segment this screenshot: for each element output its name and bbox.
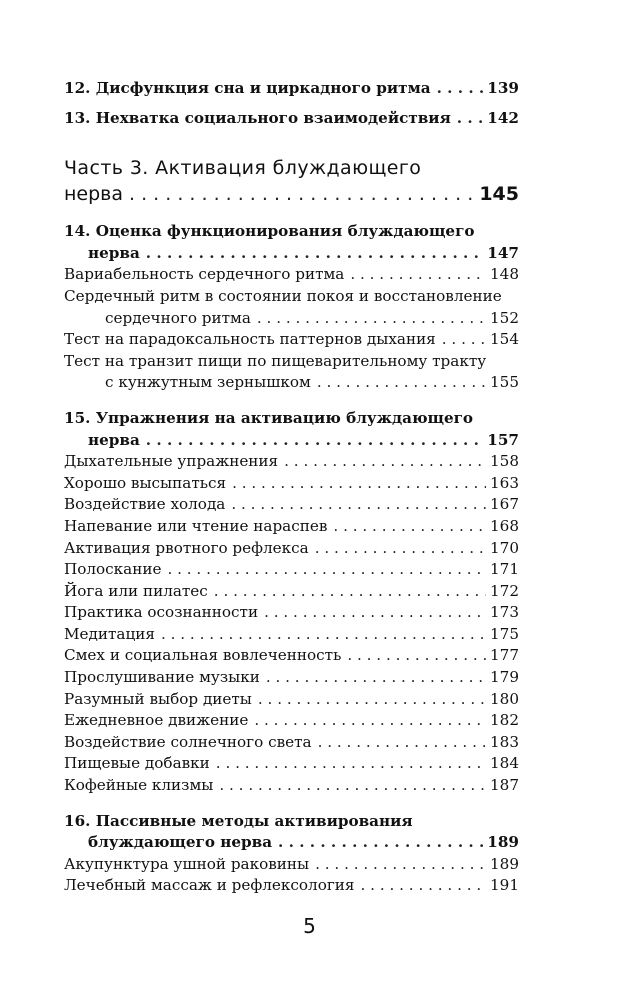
part-title: Часть 3. Активация блуждающего — [64, 157, 422, 180]
dot-leader — [361, 875, 486, 897]
chapter-title: 13. Нехватка социального взаимодействия — [64, 108, 451, 127]
dot-leader — [442, 329, 486, 351]
toc-chapter-14 — [64, 221, 519, 394]
toc-chapter-16 — [64, 811, 519, 897]
page-number: 157 — [487, 430, 519, 449]
entry-title: Прослушивание музыки — [64, 668, 260, 687]
page-number: 167 — [490, 495, 519, 514]
toc-entry — [64, 667, 519, 689]
toc-entry — [64, 602, 519, 624]
part-title-continued: нерва — [64, 183, 124, 206]
dot-leader — [146, 430, 484, 452]
dot-leader — [216, 753, 486, 775]
toc-entry — [64, 494, 519, 516]
dot-leader — [284, 451, 486, 473]
entry-title: Сердечный ритм в состоянии покоя и восстановление — [64, 286, 502, 305]
toc-entry — [64, 329, 519, 351]
toc-entry — [64, 351, 519, 394]
dot-leader — [264, 602, 486, 624]
dot-leader — [333, 516, 486, 538]
entry-title: Тест на транзит пищи по пищеварительному тракту — [64, 351, 487, 370]
dot-leader — [315, 538, 486, 560]
chapter-title-continued: нерва — [88, 430, 140, 449]
page-number: 154 — [490, 330, 519, 349]
dot-leader — [437, 78, 484, 100]
toc-entry — [64, 516, 519, 538]
toc-entry — [64, 286, 519, 329]
toc-entry — [64, 775, 519, 797]
entry-title: Вариабельность сердечного ритма — [64, 265, 345, 284]
entry-title: Хорошо высыпаться — [64, 473, 227, 492]
dot-leader — [214, 581, 486, 603]
page-number: 152 — [490, 308, 519, 327]
page-number: 171 — [490, 560, 519, 579]
entry-title: Напевание или чтение нараспев — [64, 516, 328, 535]
entry-title: Активация рвотного рефлекса — [64, 538, 309, 557]
page-number: 142 — [487, 108, 519, 127]
dot-leader — [167, 559, 486, 581]
page-number: 147 — [487, 243, 519, 262]
dot-leader — [278, 832, 483, 854]
entry-title: Ежедневное движение — [64, 711, 249, 730]
entry-title: Кофейные клизмы — [64, 776, 214, 795]
chapter-title: 14. Оценка функционирования блуждающего — [64, 222, 475, 241]
page-number: 163 — [490, 473, 519, 492]
page-number: 173 — [490, 603, 519, 622]
dot-leader — [258, 689, 486, 711]
toc-chapter-15 — [64, 408, 519, 797]
page-number: 175 — [490, 624, 519, 643]
entry-title: Пищевые добавки — [64, 754, 210, 773]
dot-leader — [317, 372, 486, 394]
page-number: 191 — [490, 876, 519, 895]
entry-title: Лечебный массаж и рефлексология — [64, 876, 355, 895]
dot-leader — [350, 264, 486, 286]
dot-leader — [257, 308, 486, 330]
dot-leader — [231, 494, 486, 516]
entry-title-continued: с кунжутным зернышком — [105, 373, 311, 392]
toc-entry — [64, 624, 519, 646]
entry-title: Йога или пилатес — [64, 581, 208, 600]
chapter-title: 16. Пассивные методы активирования — [64, 811, 413, 830]
page-number: 155 — [490, 373, 519, 392]
entry-title: Смех и социальная вовлеченность — [64, 646, 342, 665]
dot-leader — [318, 732, 486, 754]
dot-leader — [146, 243, 484, 265]
page-number: 139 — [487, 79, 519, 97]
toc-entry — [64, 559, 519, 581]
page-number: 189 — [490, 854, 519, 873]
toc-entry — [64, 854, 519, 876]
toc-entry — [64, 875, 519, 897]
toc-entry — [64, 732, 519, 754]
page-number: 184 — [490, 754, 519, 773]
chapter-title-continued: блуждающего нерва — [88, 833, 273, 852]
chapter-title: 12. Дисфункция сна и циркадного ритма — [64, 79, 431, 97]
toc-entry — [64, 451, 519, 473]
chapter-title: 15. Упражнения на активацию блуждающего — [64, 408, 474, 427]
page-number: 170 — [490, 538, 519, 557]
toc-entry — [64, 538, 519, 560]
dot-leader — [347, 645, 486, 667]
page-number: 189 — [487, 833, 519, 852]
toc-part-3 — [64, 155, 519, 207]
page-number: 179 — [490, 668, 519, 687]
entry-title: Воздействие холода — [64, 495, 226, 514]
toc-chapter-12 — [64, 78, 519, 100]
dot-leader — [232, 473, 486, 495]
page-folio: 5 — [303, 914, 316, 938]
entry-title: Медитация — [64, 624, 155, 643]
dot-leader — [254, 710, 486, 732]
page-number: 168 — [490, 516, 519, 535]
page-number: 182 — [490, 711, 519, 730]
toc-entry — [64, 473, 519, 495]
dot-leader — [161, 624, 486, 646]
table-of-contents — [64, 78, 519, 897]
toc-chapter-13 — [64, 108, 519, 130]
entry-title: Полоскание — [64, 560, 162, 579]
dot-leader — [129, 181, 475, 207]
toc-entry — [64, 581, 519, 603]
entry-title: Практика осознанности — [64, 603, 259, 622]
entry-title: Воздействие солнечного света — [64, 732, 312, 751]
dot-leader — [266, 667, 486, 689]
toc-entry — [64, 264, 519, 286]
toc-entry — [64, 645, 519, 667]
page-number: 177 — [490, 646, 519, 665]
dot-leader — [457, 108, 484, 130]
page-number: 158 — [490, 452, 519, 471]
toc-entry — [64, 689, 519, 711]
page-number: 148 — [490, 265, 519, 284]
entry-title: Дыхательные упражнения — [64, 452, 279, 471]
entry-title: Тест на парадоксальность паттернов дыхания — [64, 330, 436, 349]
entry-title: Акупунктура ушной раковины — [64, 854, 310, 873]
dot-leader — [219, 775, 486, 797]
toc-entry — [64, 710, 519, 732]
entry-title-continued: сердечного ритма — [105, 308, 251, 327]
entry-title: Разумный выбор диеты — [64, 689, 252, 708]
toc-entry — [64, 753, 519, 775]
page-number: 187 — [490, 776, 519, 795]
page-number: 183 — [490, 732, 519, 751]
page-number: 180 — [490, 689, 519, 708]
dot-leader — [315, 854, 486, 876]
chapter-title-continued: нерва — [88, 243, 140, 262]
page-number: 172 — [490, 581, 519, 600]
page-number: 145 — [479, 183, 519, 206]
